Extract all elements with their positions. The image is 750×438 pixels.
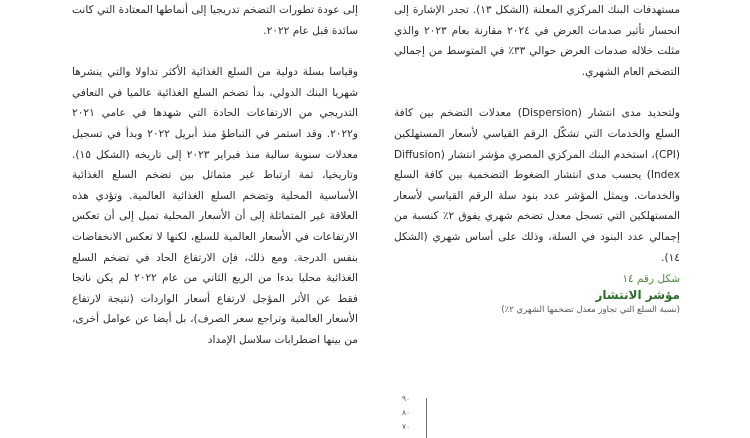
figure-subtitle: (نسبة السلع التي تجاوز معدل تضخمها الشهري ٢٪) — [501, 305, 680, 316]
y-tick-label: ٧٠ — [402, 422, 411, 431]
y-tick-label: ٨٠ — [402, 408, 411, 417]
paragraph-gap — [72, 41, 358, 62]
left-column — [72, 0, 358, 351]
figure-title: مؤشر الانتشار — [595, 288, 680, 303]
figure-y-axis — [396, 392, 436, 432]
figure-number: شكل رقم ١٤ — [622, 273, 680, 286]
paragraph-gap — [394, 82, 680, 103]
y-axis-line — [426, 398, 427, 438]
paragraph-inflation-normalization: إلى عودة تطورات التضخم تدريجيا إلى أنماطها المعتادة التي كانت سائدة قبل عام ٢٠٢٢. — [72, 4, 358, 37]
y-tick-label: ٩٠ — [402, 394, 411, 403]
right-column — [394, 0, 680, 317]
paragraph-supply-shocks: مستهدفات البنك المركزي المعلنة (الشكل ١٣). تجدر الإشارة إلى انحسار تأثير صدمات العرض في ٢٠٢٤ مقارنة بعام ٢٠٢٣ والذي مثلت خلاله صدمات العرض حوالي ٣٣٪ في المتوسط من إجمالي التضخم العام الشهري. — [394, 4, 680, 78]
paragraph-diffusion-index: ولتحديد مدى انتشار (Dispersion) معدلات التضخم بين كافة السلع والخدمات التي تشكّل الرقم القياسي لأسعار المستهلكين (CPI)، استخدم البنك المركزي المصري مؤشر انتشار (Diffusion Index) يحسب مدى انتشار الضغوط التضخمية بين كافة السلع والخدمات. ويمثل المؤشر عدد بنود سلة الرقم القياسي لأسعار المستهلكين التي تسجل معدل تضخم شهري يفوق ٢٪ كنسبة من إجمالي عدد البنود في السلة، وذلك على أساس شهري (الشكل ١٤). — [394, 107, 681, 264]
paragraph-global-food-prices: وقياسا بسلة دولية من السلع الغذائية الأكثر تداولا والتي ينشرها شهريا البنك الدولي، بدأ تضخم السلع الغذائية عالميا في التعافي التدريجي من الارتفاعات الحادة التي شهدها في عامي ٢٠٢١ و٢٠٢٢. وقد استمر في التباطؤ منذ أبريل ٢٠٢٢ وبدأ في تسجيل معدلات سنوية سالبة منذ فبراير ٢٠٢٣ إلى تاريخه (الشكل ١٥). وتاريخيا، ثمة ارتباط غير متماثل بين تضخم السلع الغذائية الأساسية المحلية وتضخم السلع الغذائية العالمية. وتؤدي هذه العلاقة غير المتماثلة إلى أن الأسعار المحلية تميل إلى أن تعكس الارتفاعات في الأسعار العالمية للسلع، لكنها لا تعكس الانخفاضات بنفس الدرجة. ومع ذلك، فإن الارتفاع الحاد في تضخم السلع الغذائية محليا بدءا من الربع الثاني من عام ٢٠٢٢ لم يكن ناتجا فقط عن الأثر المؤجل لارتفاع أسعار الواردات (نتيجة لارتفاع الأسعار العالمية وتراجع سعر الصرف)، بل أيضا عن عوامل أخرى، من بينها اضطرابات سلاسل الإمداد — [72, 66, 358, 346]
